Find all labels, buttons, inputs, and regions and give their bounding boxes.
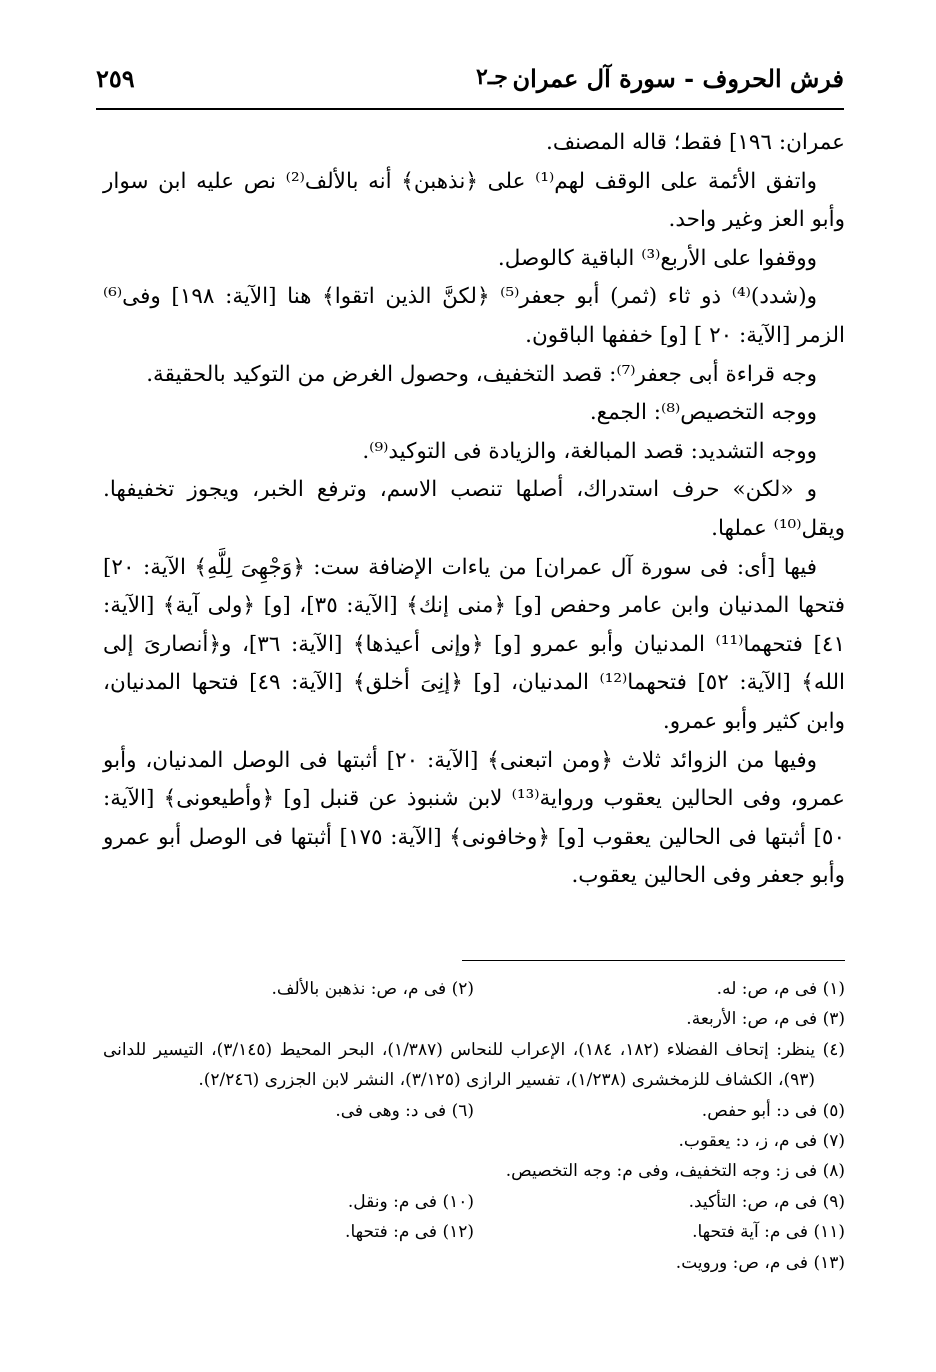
footnote: (٦) فى د: وهى فى. bbox=[335, 1100, 474, 1121]
footnote: (٤) ينظر: إتحاف الفضلاء (١٨٢، ١٨٤)، الإعراب للنحاس (١/٣٨٧)، البحر المحيط (٣/١٤٥)، التيسير للدانى (٩٣)، الكشاف للزمخشرى (١/٢٣٨)، تفسير الرازى (٣/١٢٥)، النشر لابن الجزرى (٢/٢٤٦). bbox=[103, 1039, 845, 1091]
footnote: (٨) فى ز: وجه التخفيف، وفى م: وجه التخصيص. bbox=[505, 1161, 845, 1182]
paragraph: فيها [أى: فى سورة آل عمران] من ياءات الإضافة ست: ﴿وَجْهِىَ لِلَّهِ﴾ الآية: ٢٠] فتحها المدنيان وابن عامر وحفص [و] ﴿منى إنك﴾ [الآية: ٣٥]، [و] ﴿ولى آية﴾ [الآية: ٤١] فتحهما⁽¹¹⁾ المدنيان وأبو عمرو [و] ﴿وإنى أعيذها﴾ [الآية: ٣٦]، و﴿أنصارىَ إلى الله﴾ [الآية: ٥٢] فتحهما⁽¹²⁾ المدنيان، [و] ﴿إنِىَ أخلق﴾ [الآية: ٤٩] فتحها المدنيان، وابن كثير وأبو عمرو. bbox=[103, 554, 846, 734]
paragraph: وجه قراءة أبى جعفر⁽⁷⁾: قصد التخفيف، وحصول الغرض من التوكيد بالحقيقة. bbox=[146, 361, 817, 387]
page-header bbox=[96, 58, 844, 110]
footnote: (٣) فى م، ص: الأربعة. bbox=[686, 1009, 845, 1030]
footnote: (١٣) فى م، ص: ورويت. bbox=[675, 1252, 845, 1273]
volume-label: جـ٢ bbox=[476, 64, 508, 90]
footnote: (١١) فى م: آية فتحها. bbox=[692, 1222, 845, 1243]
page-number: ٢٥٩ bbox=[96, 64, 135, 93]
paragraph: وفيها من الزوائد ثلاث ﴿ومن اتبعنى﴾ [الآية: ٢٠] أثبتها فى الوصل المدنيان، وأبو عمرو، وفى الحالين يعقوب ورواية⁽¹³⁾ لابن شنبوذ عن قنبل [و] ﴿وأطيعونى﴾ [الآية: ٥٠] أثبتها فى الحالين يعقوب [و] ﴿وخافونى﴾ [الآية: ١٧٥] أثبتها فى الوصل أبو عمرو وأبو جعفر وفى الحالين يعقوب. bbox=[103, 747, 845, 889]
paragraph: و «لكن» حرف استدراك، أصلها تنصب الاسم، وترفع الخبر، ويجوز تخفيفها. ويقل⁽¹⁰⁾ عملها. bbox=[103, 477, 845, 541]
footnote-row bbox=[103, 1004, 845, 1034]
footnote: (٩) فى م، ص: التأكيد. bbox=[688, 1191, 845, 1212]
paragraph: ووقفوا على الأربع⁽³⁾ الباقية كالوصل. bbox=[497, 245, 817, 271]
footnote-row bbox=[103, 1217, 845, 1247]
paragraph: ووجه التخصيص⁽⁸⁾: الجمع. bbox=[589, 400, 817, 426]
footnote: (١٠) فى م: ونقل. bbox=[347, 1191, 474, 1212]
footnote-row bbox=[103, 1248, 845, 1278]
footnote: (٧) فى م، ز، د: يعقوب. bbox=[678, 1131, 845, 1152]
footnotes bbox=[103, 974, 845, 1278]
paragraph: واتفق الأئمة على الوقف لهم⁽¹⁾ على ﴿نذهبن﴾ أنه بالألف⁽²⁾ نص عليه ابن سوار وأبو العز وغير واحد. bbox=[103, 168, 845, 233]
footnote: (٥) فى د: أبو حفص. bbox=[701, 1100, 845, 1121]
paragraph: عمران: ١٩٦] فقط؛ قاله المصنف. bbox=[546, 130, 845, 155]
footnote: (١) فى م، ص: له. bbox=[716, 979, 845, 999]
footnote: (١٢) فى م: فتحها. bbox=[345, 1222, 474, 1243]
footnote-row bbox=[103, 974, 845, 1004]
footnote: (٢) فى م، ص: نذهبن بالألف. bbox=[271, 979, 474, 999]
footnote-divider bbox=[462, 960, 845, 961]
paragraph: و(شدد)⁽⁴⁾ ذو ثاء (ثمر) أبو جعفر⁽⁵⁾ ﴿لكنَّ الذين اتقوا﴾ هنا [الآية: ١٩٨] وفى⁽⁶⁾ الزمر [الآية: ٢٠ ] [و] خففها الباقون. bbox=[103, 284, 845, 348]
footnote-row bbox=[103, 1156, 845, 1186]
running-title: فرش الحروف - سورة آل عمران bbox=[512, 64, 844, 93]
main-text bbox=[103, 124, 845, 896]
paragraph: ووجه التشديد: قصد المبالغة، والزيادة فى التوكيد⁽⁹⁾. bbox=[362, 438, 817, 464]
footnote-row bbox=[103, 1126, 845, 1156]
footnote-row bbox=[103, 1187, 845, 1217]
footnote-row bbox=[103, 1096, 845, 1126]
